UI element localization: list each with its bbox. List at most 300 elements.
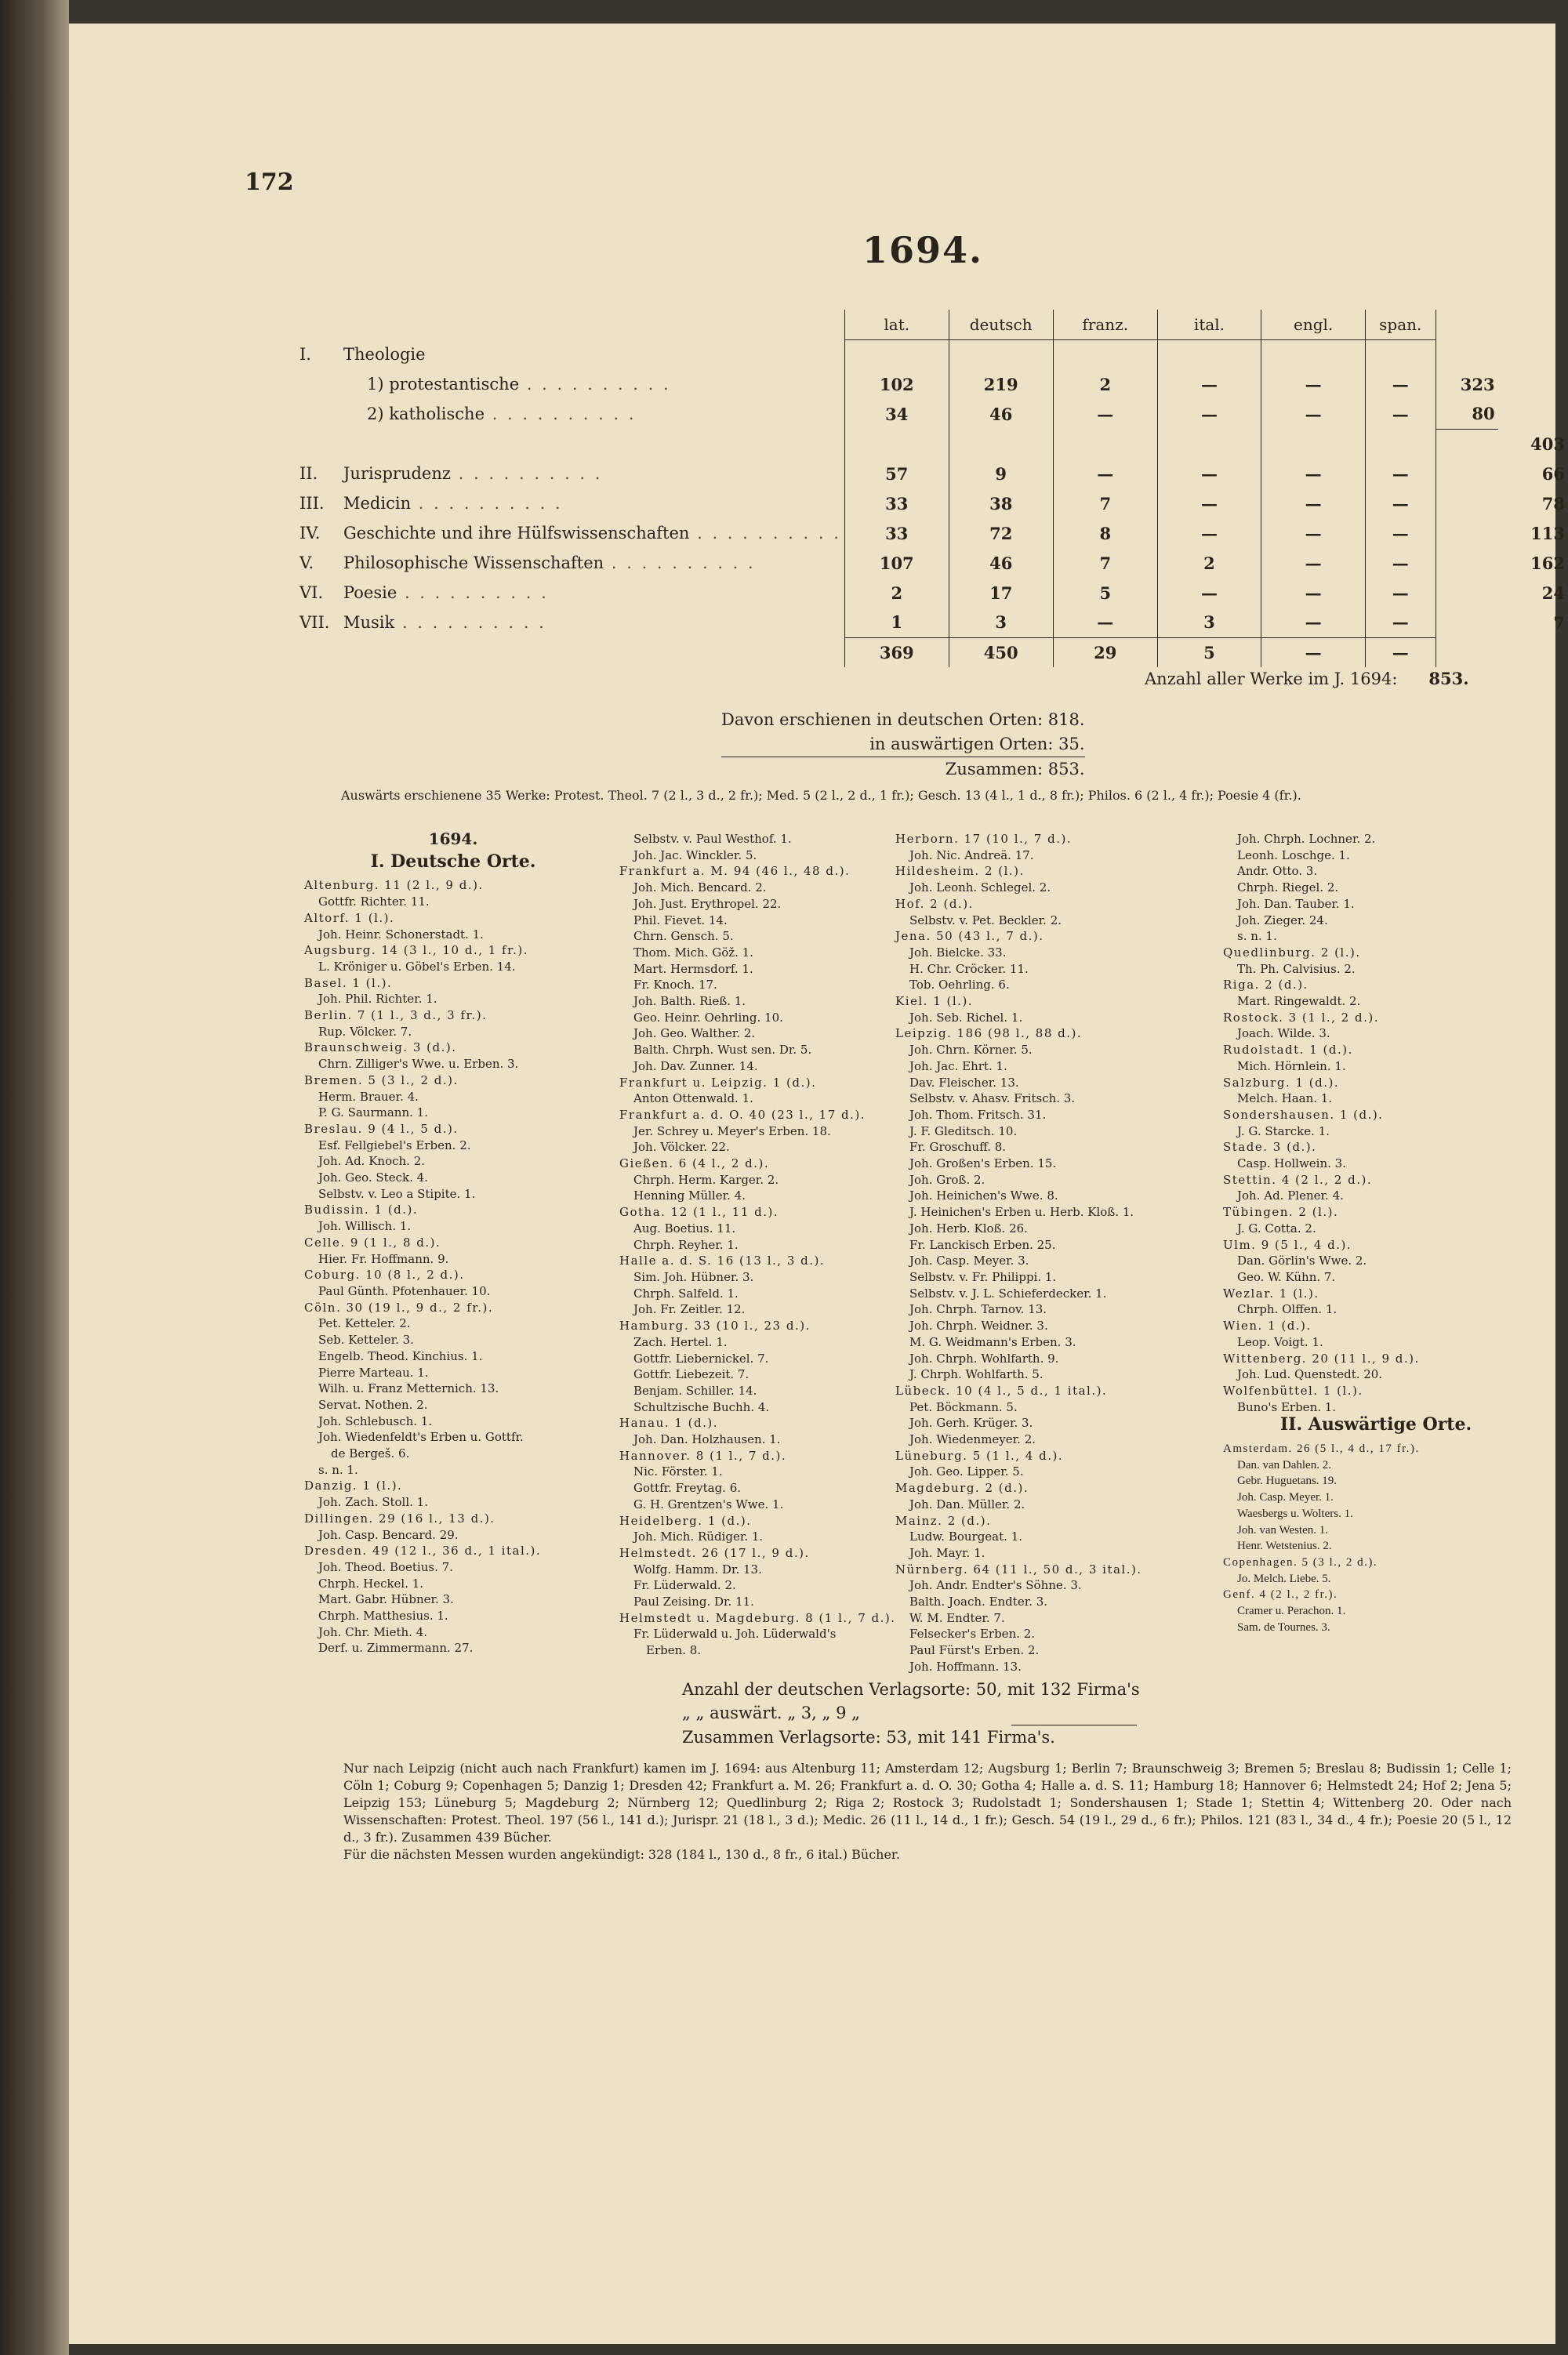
cell-lat: 107 — [844, 548, 949, 578]
leader-dots: . . . . . . . . . . — [394, 613, 546, 632]
cell-engl: — — [1261, 578, 1366, 608]
cell-span: — — [1366, 518, 1436, 548]
place-entry: Berlin. 7 (1 l., 3 d., 3 fr.). — [304, 1008, 488, 1023]
cell-span: — — [1366, 488, 1436, 518]
publisher-entry: Joh. Casp. Meyer. 3. — [909, 1254, 1029, 1268]
cell-franz: 7 — [1053, 548, 1157, 578]
publisher-entry: Hier. Fr. Hoffmann. 9. — [318, 1251, 449, 1266]
place-entry: Herborn. 17 (10 l., 7 d.). — [895, 832, 1073, 846]
publisher-entry: Joh. Geo. Lipper. 5. — [909, 1464, 1024, 1479]
place-entry: Coburg. 10 (8 l., 2 d.). — [304, 1268, 465, 1283]
leader-dots: . . . . . . . . . . — [604, 553, 756, 572]
publisher-entry: Mart. Gabr. Hübner. 3. — [318, 1592, 454, 1607]
place-entry: Hamburg. 33 (10 l., 23 d.). — [619, 1319, 811, 1334]
publisher-entry: Joh. Ad. Knoch. 2. — [318, 1154, 426, 1169]
col-span: span. — [1366, 310, 1436, 339]
stats-row-gesch — [296, 518, 1568, 548]
cell-span: — — [1366, 369, 1436, 399]
publisher-entry: Joh. Theod. Boetius. 7. — [318, 1559, 453, 1574]
publisher-entry: Chrph. Olffen. 1. — [1237, 1302, 1338, 1317]
cell-franz — [1053, 429, 1157, 459]
publisher-entry: W. M. Endter. 7. — [909, 1610, 1005, 1625]
row-label — [296, 459, 844, 488]
place-entry: Budissin. 1 (d.). — [304, 1203, 419, 1217]
publisher-entry: Chrph. Reyher. 1. — [633, 1237, 739, 1252]
stats-row-jur — [296, 459, 1568, 488]
publisher-entry: M. G. Weidmann's Erben. 3. — [909, 1334, 1076, 1349]
bottom-notes — [343, 1760, 1512, 1863]
row-roman: IV. — [299, 524, 321, 542]
publisher-entry: Sim. Joh. Hübner. 3. — [633, 1269, 754, 1284]
cell-engl: — — [1261, 369, 1366, 399]
place-entry: Amsterdam. 26 (5 l., 4 d., 17 fr.). — [1223, 1442, 1420, 1456]
place-entry: Frankfurt u. Leipzig. 1 (d.). — [619, 1075, 817, 1090]
year-title: 1694. — [862, 229, 984, 271]
publisher-entry: Joh. Phil. Richter. 1. — [318, 992, 437, 1007]
publisher-entry: Leonh. Loschge. 1. — [1237, 847, 1350, 862]
place-entry: Jena. 50 (43 l., 7 d.). — [895, 929, 1044, 944]
verlags-line-2: „ „ auswärt. „ 3, „ 9 „ — [682, 1704, 860, 1722]
publisher-entry: Joh. Geo. Steck. 4. — [318, 1170, 428, 1185]
publisher-entry: Anton Ottenwald. 1. — [633, 1091, 753, 1106]
col-lat: lat. — [844, 310, 949, 339]
sum-engl: — — [1261, 637, 1366, 667]
row-roman: VI. — [299, 583, 324, 602]
publisher-entry: Gottfr. Freytag. 6. — [633, 1481, 742, 1496]
publisher-entry: Joh. Chrph. Lochner. 2. — [1237, 832, 1376, 846]
place-entry: Gotha. 12 (1 l., 11 d.). — [619, 1205, 779, 1220]
row-roman: II. — [299, 464, 318, 483]
leader-dots: . . . . . . . . . . — [450, 464, 603, 483]
place-entry: Mainz. 2 (d.). — [895, 1513, 992, 1528]
leader-dots: . . . . . . . . . . — [485, 405, 637, 423]
row-subtotal: 80 — [1436, 399, 1498, 429]
publisher-entry: Geo. Heinr. Oehrling. 10. — [633, 1010, 783, 1025]
publisher-column-1 — [304, 831, 602, 1656]
cell-span: — — [1366, 459, 1436, 488]
publisher-entry: Chrph. Matthesius. 1. — [318, 1609, 448, 1624]
col-engl: engl. — [1261, 310, 1366, 339]
publisher-entry: Joh. Chrph. Tarnov. 13. — [909, 1302, 1047, 1317]
leader-dots: . . . . . . . . . . — [519, 375, 671, 394]
stats-row-poesie — [296, 578, 1568, 608]
place-entry: Salzburg. 1 (d.). — [1223, 1075, 1340, 1090]
col-franz: franz. — [1053, 310, 1157, 339]
publisher-entry: Joh. Fr. Zeitler. 12. — [633, 1302, 746, 1317]
column-4-list — [1223, 831, 1529, 1415]
publisher-entry: Mich. Hörnlein. 1. — [1237, 1058, 1346, 1073]
leader-dots: . . . . . . . . . . — [411, 494, 563, 513]
cell-span: — — [1366, 608, 1436, 637]
stats-sum-row — [296, 637, 1568, 667]
publisher-entry: Engelb. Theod. Kinchius. 1. — [318, 1348, 483, 1363]
place-entry: Dillingen. 29 (16 l., 13 d.). — [304, 1511, 495, 1526]
publisher-entry: Joh. Balth. Rieß. 1. — [633, 994, 746, 1009]
publisher-entry: Andr. Otto. 3. — [1237, 864, 1318, 879]
col-ital: ital. — [1157, 310, 1261, 339]
foreign-places-label: in auswärtigen Orten: — [869, 735, 1054, 753]
publisher-entry: Joh. Bielcke. 33. — [909, 945, 1007, 960]
publisher-entry: Benjam. Schiller. 14. — [633, 1383, 757, 1398]
publisher-entry: Joh. Jac. Winckler. 5. — [633, 847, 757, 862]
row-label-text: Medicin — [343, 494, 412, 513]
total-value: 853. — [1428, 669, 1469, 688]
place-entry: Helmstedt. 26 (17 l., 9 d.). — [619, 1545, 810, 1560]
cell-deutsch: 17 — [949, 578, 1053, 608]
row-total: 24 — [1541, 582, 1565, 603]
place-entry: Hof. 2 (d.). — [895, 896, 974, 911]
book-binding — [0, 0, 69, 2355]
publisher-entry: Fr. Lüderwald. 2. — [633, 1578, 736, 1593]
publisher-entry: J. G. Cotta. 2. — [1237, 1221, 1316, 1236]
column-3-list — [895, 831, 1209, 1675]
publisher-entry: Selbstv. v. Ahasv. Fritsch. 3. — [909, 1091, 1076, 1106]
place-entry: Danzig. 1 (l.). — [304, 1479, 403, 1493]
publisher-entry: Joh. Zach. Stoll. 1. — [318, 1495, 428, 1510]
cell-engl: — — [1261, 518, 1366, 548]
publisher-entry: Jer. Schrey u. Meyer's Erben. 18. — [633, 1123, 831, 1138]
place-entry: Helmstedt u. Magdeburg. 8 (1 l., 7 d.). — [619, 1610, 896, 1625]
publisher-entry: Fr. Lüderwald u. Joh. Lüderwald's — [633, 1627, 837, 1642]
publisher-entry: Derf. u. Zimmermann. 27. — [318, 1641, 474, 1656]
row-label — [296, 399, 844, 429]
cell-engl — [1261, 429, 1366, 459]
place-entry: Stettin. 4 (2 l., 2 d.). — [1223, 1172, 1373, 1187]
cell-lat: 57 — [844, 459, 949, 488]
publisher-entry: Joh. Thom. Fritsch. 31. — [909, 1107, 1047, 1122]
publisher-entry: Ludw. Bourgeat. 1. — [909, 1529, 1023, 1544]
abroad-note: Auswärts erschienene 35 Werke: Protest. Theol. 7 (2 l., 3 d., 2 fr.); Med. 5 (2 l., 2 d., 1 fr.); Gesch. 13 (4 l., 1 d., 8 fr.); Philos. 6 (2 l., 4 fr.); Poesie 4 (fr.). — [341, 788, 1301, 803]
publishing-places-summary — [682, 1678, 1140, 1749]
publisher-entry: J. Heinichen's Erben u. Herb. Kloß. 1. — [909, 1205, 1134, 1220]
foreign-places-heading: II. Auswärtige Orte. — [1279, 1414, 1472, 1435]
sum-ital: 5 — [1157, 637, 1261, 667]
row-total: 162 — [1530, 553, 1565, 573]
publisher-entry: Balth. Joach. Endter. 3. — [909, 1595, 1048, 1609]
row-label-text: Jurisprudenz — [343, 464, 451, 483]
place-entry: Copenhagen. 5 (3 l., 2 d.). — [1223, 1555, 1378, 1569]
cell-span — [1366, 429, 1436, 459]
row-label-text: 2) katholische — [367, 405, 485, 423]
publisher-entry: Henr. Wetstenius. 2. — [1237, 1540, 1332, 1553]
publisher-entry: Joh. Casp. Meyer. 1. — [1237, 1491, 1334, 1504]
table-header-row — [296, 310, 1568, 339]
publisher-entry: H. Chr. Cröcker. 11. — [909, 961, 1029, 976]
leader-dots: . . . . . . . . . . — [689, 524, 841, 542]
publisher-entry: Selbstv. v. J. L. Schieferdecker. 1. — [909, 1286, 1107, 1301]
publisher-entry: Joh. Chrph. Wohlfarth. 9. — [909, 1351, 1059, 1366]
publisher-entry: s. n. 1. — [318, 1462, 358, 1477]
stats-row-med — [296, 488, 1568, 518]
publisher-entry: Zach. Hertel. 1. — [633, 1334, 728, 1349]
column-2-list — [619, 831, 909, 1659]
row-total: 403 — [1530, 434, 1565, 454]
place-entry: Rostock. 3 (1 l., 2 d.). — [1223, 1010, 1379, 1025]
leipzig-note: Nur nach Leipzig (nicht auch nach Frankfurt) kamen im J. 1694: aus Altenburg 11; Amsterdam 12; Augsburg 1; Berlin 7; Braunschweig 3; Bremen 5; Breslau 8; Budissin 1; Celle 1; Cöln 1; Coburg 9; Copenhagen 5; Danzig 1; Dresden 42; Frankfurt a. M. 26; Frankfurt a. d. O. 30; Gotha 4; Halle a. d. S. 11; Hamburg 18; Hannover 6; Helmstedt 24; Hof 2; Jena 5; Leipzig 153; Lüneburg 5; Magdeburg 2; Nürnberg 12; Quedlinburg 2; Riga 2; Rostock 3; Rudolstadt 1; Sondershausen 1; Stade 1; Stettin 4; Wittenberg 20. Oder nach Wissenschaften: Protest. Theol. 197 (56 l., 141 d.); Jurispr. 21 (18 l., 3 d.); Medic. 26 (11 l., 14 d., 1 fr.); Gesch. 54 (19 l., 29 d., 6 fr.); Philos. 121 (83 l., 34 d., 4 fr.); Poesie 20 (5 l., 12 d., 3 fr.). Zusammen 439 Bücher. — [343, 1761, 1512, 1845]
publisher-entry: Esf. Fellgiebel's Erben. 2. — [318, 1138, 471, 1152]
row-label — [296, 518, 844, 548]
row-label-text: Philosophische Wissenschaften — [343, 553, 604, 572]
row-subtotal: 323 — [1436, 369, 1498, 399]
places-sum-value: 853. — [1047, 760, 1085, 778]
publisher-entry: Rup. Völcker. 7. — [318, 1024, 412, 1039]
publisher-entry: Cramer u. Perachon. 1. — [1237, 1605, 1346, 1618]
place-entry: Bremen. 5 (3 l., 2 d.). — [304, 1072, 459, 1087]
leader-dots: . . . . . . . . . . — [397, 583, 549, 602]
publisher-entry: Joh. Wiedenmeyer. 2. — [909, 1432, 1036, 1447]
publisher-entry: Fr. Knoch. 17. — [633, 978, 717, 992]
cell-deutsch: 219 — [949, 369, 1053, 399]
row-roman: I. — [299, 345, 311, 364]
cell-deutsch: 9 — [949, 459, 1053, 488]
publisher-column-4 — [1223, 831, 1529, 1635]
publisher-entry: Joh. Andr. Endter's Söhne. 3. — [909, 1578, 1082, 1593]
cell-span: — — [1366, 548, 1436, 578]
column-1-list — [304, 877, 602, 1656]
publisher-entry: Joh. Ad. Plener. 4. — [1237, 1188, 1344, 1203]
publisher-entry: Thom. Mich. Göž. 1. — [633, 945, 753, 960]
cell-lat — [844, 429, 949, 459]
publisher-entry: Selbstv. v. Pet. Beckler. 2. — [909, 913, 1062, 927]
row-subtotal — [1436, 488, 1498, 518]
row-label-text: Geschichte und ihre Hülfswissenschaften — [343, 524, 690, 542]
cell-engl: — — [1261, 459, 1366, 488]
publisher-entry: Joh. Just. Erythropel. 22. — [633, 896, 782, 911]
publisher-entry: Th. Ph. Calvisius. 2. — [1237, 961, 1356, 976]
sum-lat: 369 — [844, 637, 949, 667]
publisher-entry: Joh. Schlebusch. 1. — [318, 1413, 433, 1428]
row-subtotal — [1436, 608, 1498, 637]
row-label — [296, 369, 844, 399]
place-entry: Magdeburg. 2 (d.). — [895, 1481, 1029, 1496]
publisher-entry: Joh. Nic. Andreä. 17. — [909, 847, 1034, 862]
cell-franz: — — [1053, 399, 1157, 429]
publisher-entry: Leop. Voigt. 1. — [1237, 1334, 1323, 1349]
place-entry: Breslau. 9 (4 l., 5 d.). — [304, 1121, 459, 1136]
cell-ital: — — [1157, 459, 1261, 488]
cell-engl: — — [1261, 608, 1366, 637]
publisher-entry: Joh. Mayr. 1. — [909, 1545, 985, 1560]
verlags-line-3: Zusammen Verlagsorte: 53, mit 141 Firma's. — [682, 1728, 1055, 1747]
publisher-entry: Chrph. Salfeld. 1. — [633, 1286, 739, 1301]
publisher-entry: Joh. Zieger. 24. — [1237, 913, 1328, 927]
publisher-entry: Felsecker's Erben. 2. — [909, 1627, 1036, 1642]
publisher-entry: J. F. Gleditsch. 10. — [909, 1123, 1018, 1138]
cell-span: — — [1366, 578, 1436, 608]
publisher-entry: Joh. Jac. Ehrt. 1. — [909, 1058, 1007, 1073]
publisher-entry: Paul Günth. Pfotenhauer. 10. — [318, 1283, 491, 1298]
place-entry: Braunschweig. 3 (d.). — [304, 1040, 457, 1055]
publisher-entry: Joh. Lud. Quenstedt. 20. — [1237, 1367, 1383, 1382]
stats-row-theology — [296, 339, 1568, 369]
col-deutsch: deutsch — [949, 310, 1053, 339]
publisher-entry: Joh. Dav. Zunner. 14. — [633, 1058, 758, 1073]
row-subtotal — [1436, 518, 1498, 548]
place-entry: Leipzig. 186 (98 l., 88 d.). — [895, 1026, 1083, 1041]
publisher-entry: de Bergeš. 6. — [331, 1446, 410, 1461]
place-entry: Halle a. d. S. 16 (13 l., 3 d.). — [619, 1254, 826, 1268]
row-label-text: Theologie — [343, 345, 426, 364]
row-label-text: Poesie — [343, 583, 397, 602]
place-entry: Dresden. 49 (12 l., 36 d., 1 ital.). — [304, 1544, 542, 1559]
row-total: 78 — [1541, 493, 1565, 513]
place-entry: Wien. 1 (d.). — [1223, 1319, 1312, 1334]
publisher-entry: Joh. Geo. Walther. 2. — [633, 1026, 756, 1041]
place-entry: Hanau. 1 (d.). — [619, 1416, 718, 1431]
publisher-entry: Dav. Fleischer. 13. — [909, 1075, 1019, 1090]
publisher-entry: Selbstv. v. Paul Westhof. 1. — [633, 832, 792, 846]
place-entry: Nürnberg. 64 (11 l., 50 d., 3 ital.). — [895, 1562, 1142, 1577]
publisher-entry: Joh. Hoffmann. 13. — [909, 1659, 1022, 1674]
verlags-line-1: Anzahl der deutschen Verlagsorte: 50, mit 132 Firma's — [682, 1680, 1140, 1699]
row-roman: VII. — [299, 613, 330, 632]
publisher-entry: Fr. Lanckisch Erben. 25. — [909, 1237, 1056, 1252]
cell-engl: — — [1261, 548, 1366, 578]
place-entry: Wolfenbüttel. 1 (l.). — [1223, 1383, 1363, 1398]
publisher-entry: Aug. Boetius. 11. — [633, 1221, 736, 1236]
page-number: 172 — [245, 169, 294, 196]
publisher-entry: Joh. Chrph. Weidner. 3. — [909, 1319, 1048, 1334]
publisher-entry: Mart. Ringewaldt. 2. — [1237, 994, 1361, 1009]
publisher-entry: Chrn. Zilliger's Wwe. u. Erben. 3. — [318, 1057, 519, 1072]
place-entry: Hildesheim. 2 (l.). — [895, 864, 1025, 879]
cell-franz: — — [1053, 608, 1157, 637]
publisher-entry: Gottfr. Liebezeit. 7. — [633, 1367, 750, 1382]
place-entry: Celle. 9 (1 l., 8 d.). — [304, 1235, 441, 1250]
publisher-entry: Joh. Herb. Kloß. 26. — [909, 1221, 1028, 1236]
cell-deutsch: 72 — [949, 518, 1053, 548]
row-subtotal — [1436, 459, 1498, 488]
row-label — [296, 578, 844, 608]
publisher-entry: Dan. Görlin's Wwe. 2. — [1237, 1254, 1367, 1268]
stats-row-kath — [296, 399, 1568, 429]
stats-row-musik — [296, 608, 1568, 637]
cell-deutsch — [949, 429, 1053, 459]
publisher-entry: J. G. Starcke. 1. — [1237, 1123, 1330, 1138]
place-entry: Riga. 2 (d.). — [1223, 978, 1308, 992]
publisher-entry: Henning Müller. 4. — [633, 1188, 746, 1203]
place-entry: Genf. 4 (2 l., 2 fr.). — [1223, 1588, 1338, 1602]
cell-ital: — — [1157, 578, 1261, 608]
cell-engl: — — [1261, 488, 1366, 518]
place-entry: Lübeck. 10 (4 l., 5 d., 1 ital.). — [895, 1383, 1108, 1398]
place-entry: Augsburg. 14 (3 l., 10 d., 1 fr.). — [304, 943, 529, 958]
publisher-entry: Chrph. Heckel. 1. — [318, 1576, 424, 1591]
place-entry: Quedlinburg. 2 (l.). — [1223, 945, 1361, 960]
publisher-entry: Joh. Casp. Bencard. 29. — [318, 1527, 459, 1542]
publisher-entry: Geo. W. Kühn. 7. — [1237, 1269, 1336, 1284]
list-year-heading: 1694. — [428, 829, 478, 848]
cell-deutsch: 46 — [949, 399, 1053, 429]
place-entry: Stade. 3 (d.). — [1223, 1140, 1317, 1155]
publisher-column-2 — [619, 831, 909, 1659]
publisher-entry: Mart. Hermsdorf. 1. — [633, 961, 753, 976]
stats-row-theo — [296, 429, 1568, 459]
row-label — [296, 429, 844, 459]
publisher-entry: Joh. Dan. Holzhausen. 1. — [633, 1432, 781, 1447]
place-entry: Tübingen. 2 (l.). — [1223, 1205, 1339, 1220]
total-works-line — [1145, 669, 1469, 688]
publisher-entry: Joh. Mich. Rüdiger. 1. — [633, 1529, 764, 1544]
publisher-entry: Joh. Dan. Tauber. 1. — [1237, 896, 1355, 911]
cell-ital: — — [1157, 518, 1261, 548]
publisher-entry: Pet. Ketteler. 2. — [318, 1316, 411, 1331]
publisher-entry: Joh. Willisch. 1. — [318, 1219, 412, 1234]
place-entry: Wittenberg. 20 (11 l., 9 d.). — [1223, 1351, 1420, 1366]
cell-franz: 7 — [1053, 488, 1157, 518]
stats-row-phil — [296, 548, 1568, 578]
row-label-text: 1) protestantische — [367, 375, 520, 394]
places-summary — [721, 708, 1085, 782]
publisher-entry: Herm. Brauer. 4. — [318, 1089, 419, 1104]
publisher-entry: Dan. van Dahlen. 2. — [1237, 1458, 1331, 1471]
place-entry: Wezlar. 1 (l.). — [1223, 1286, 1319, 1301]
place-entry: Altorf. 1 (l.). — [304, 910, 395, 925]
publisher-entry: Selbstv. v. Fr. Philippi. 1. — [909, 1269, 1057, 1284]
publisher-entry: Jo. Melch. Liebe. 5. — [1237, 1572, 1331, 1585]
row-roman: III. — [299, 494, 325, 513]
place-entry: Kiel. 1 (l.). — [895, 994, 974, 1009]
place-entry: Ulm. 9 (5 l., 4 d.). — [1223, 1237, 1352, 1252]
publisher-entry: Joh. Großen's Erben. 15. — [909, 1156, 1057, 1171]
publisher-entry: Chrph. Herm. Karger. 2. — [633, 1172, 779, 1187]
cell-lat: 1 — [844, 608, 949, 637]
row-label — [296, 608, 844, 637]
sum-franz: 29 — [1053, 637, 1157, 667]
place-entry: Rudolstadt. 1 (d.). — [1223, 1043, 1353, 1058]
sum-deutsch: 450 — [949, 637, 1053, 667]
row-label — [296, 339, 844, 369]
publisher-entry: Seb. Ketteler. 3. — [318, 1333, 414, 1348]
publisher-column-3 — [895, 831, 1209, 1675]
place-entry: Cöln. 30 (19 l., 9 d., 2 fr.). — [304, 1300, 494, 1315]
row-subtotal — [1436, 548, 1498, 578]
cell-engl: — — [1261, 399, 1366, 429]
cell-deutsch: 3 — [949, 608, 1053, 637]
publisher-entry: Gottfr. Richter. 11. — [318, 894, 430, 909]
publisher-entry: Gottfr. Liebernickel. 7. — [633, 1351, 769, 1366]
publisher-entry: Servat. Nothen. 2. — [318, 1397, 428, 1412]
publisher-entry: Joh. Heinr. Schonerstadt. 1. — [318, 927, 484, 942]
place-entry: Sondershausen. 1 (d.). — [1223, 1107, 1384, 1122]
place-entry: Basel. 1 (l.). — [304, 975, 393, 990]
publisher-entry: Melch. Haan. 1. — [1237, 1091, 1333, 1106]
cell-franz: 5 — [1053, 578, 1157, 608]
publisher-entry: Phil. Fievet. 14. — [633, 913, 728, 927]
cell-lat: 33 — [844, 488, 949, 518]
cell-lat: 102 — [844, 369, 949, 399]
publisher-entry: Joh. Heinichen's Wwe. 8. — [909, 1188, 1058, 1203]
german-places-label: Davon erschienen in deutschen Orten: — [721, 710, 1044, 729]
cell-ital: — — [1157, 488, 1261, 518]
places-sum-label: Zusammen: — [945, 760, 1044, 778]
publisher-entry: Paul Zeising. Dr. 11. — [633, 1595, 754, 1609]
publisher-entry: Schultzische Buchh. 4. — [633, 1399, 770, 1414]
publisher-entry: Joh. Gerh. Krüger. 3. — [909, 1416, 1033, 1431]
row-label — [296, 548, 844, 578]
row-subtotal — [1436, 578, 1498, 608]
publisher-entry: Joh. Chrn. Körner. 5. — [909, 1043, 1033, 1058]
german-places-value: 818. — [1047, 710, 1085, 729]
place-entry: Hannover. 8 (1 l., 7 d.). — [619, 1448, 787, 1463]
cell-deutsch: 46 — [949, 548, 1053, 578]
cell-lat: 33 — [844, 518, 949, 548]
publisher-entry: Chrn. Gensch. 5. — [633, 929, 734, 944]
place-entry: Frankfurt a. M. 94 (46 l., 48 d.). — [619, 864, 851, 879]
cell-ital: — — [1157, 399, 1261, 429]
stats-row-prot — [296, 369, 1568, 399]
publisher-entry: Casp. Hollwein. 3. — [1237, 1156, 1346, 1171]
